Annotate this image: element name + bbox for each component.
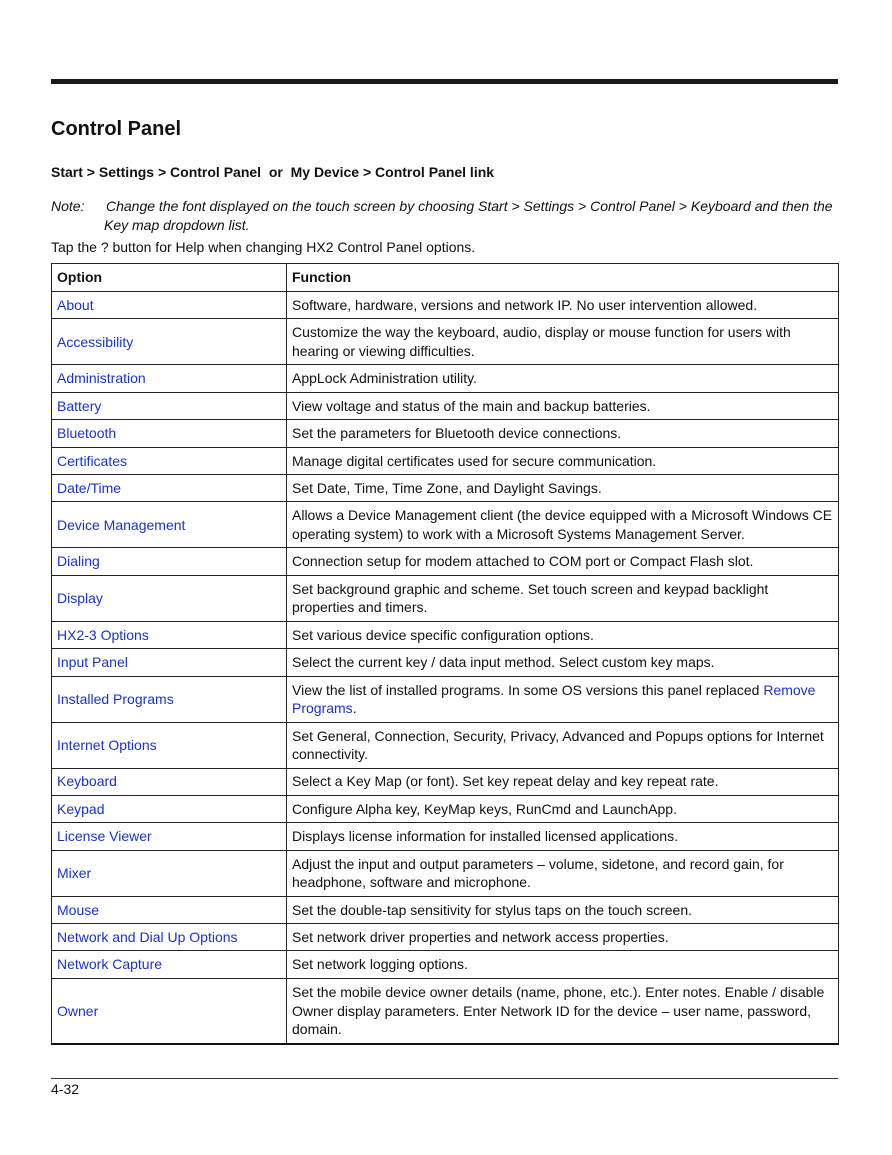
table-row xyxy=(52,978,839,1044)
function-cell: Configure Alpha key, KeyMap keys, RunCmd and LaunchApp. xyxy=(287,795,839,822)
function-suffix: . xyxy=(352,700,357,717)
table-row xyxy=(52,896,839,923)
page-title: Control Panel xyxy=(51,118,182,140)
table-row xyxy=(52,319,839,365)
note-text: Change the font displayed on the touch screen by choosing Start > Settings > Control Panel > Keyboard and then the xyxy=(106,198,833,214)
table-row xyxy=(52,292,839,319)
header-function: Function xyxy=(287,264,839,292)
function-text: View the list of installed programs. In some OS versions this panel replaced xyxy=(292,681,764,698)
remove-programs-link[interactable]: Remove Programs xyxy=(292,681,816,717)
table-row xyxy=(52,447,839,474)
option-link-about[interactable]: About xyxy=(52,292,287,319)
option-link-keypad[interactable]: Keypad xyxy=(52,795,287,822)
table-row xyxy=(52,649,839,676)
option-link-date-time[interactable]: Date/Time xyxy=(52,474,287,501)
option-link-installed-programs[interactable]: Installed Programs xyxy=(52,676,287,722)
option-link-battery[interactable]: Battery xyxy=(52,392,287,419)
option-link-keyboard[interactable]: Keyboard xyxy=(52,768,287,795)
function-cell: Set Date, Time, Time Zone, and Daylight Savings. xyxy=(287,474,839,501)
help-instruction: Tap the ? button for Help when changing HX2 Control Panel options. xyxy=(51,239,476,255)
header-option: Option xyxy=(52,264,287,292)
table-row xyxy=(52,924,839,951)
option-link-mixer[interactable]: Mixer xyxy=(52,850,287,896)
option-link-accessibility[interactable]: Accessibility xyxy=(52,319,287,365)
option-link-network-capture[interactable]: Network Capture xyxy=(52,951,287,978)
function-cell: Set the double-tap sensitivity for stylus taps on the touch screen. xyxy=(287,896,839,923)
option-link-bluetooth[interactable]: Bluetooth xyxy=(52,420,287,447)
function-cell: Displays license information for installed licensed applications. xyxy=(287,823,839,850)
note-label: Note: xyxy=(51,198,85,214)
page-number: 4-32 xyxy=(51,1081,80,1097)
table-row xyxy=(52,474,839,501)
header-rule xyxy=(51,79,838,84)
table-header-row xyxy=(52,264,839,292)
function-cell: Manage digital certificates used for secure communication. xyxy=(287,447,839,474)
function-cell: Set the parameters for Bluetooth device connections. xyxy=(287,420,839,447)
function-cell: Set General, Connection, Security, Privacy, Advanced and Popups options for Internet connectivity. xyxy=(287,722,839,768)
control-panel-options-table xyxy=(51,263,839,1045)
option-link-owner[interactable]: Owner xyxy=(52,978,287,1044)
option-link-license-viewer[interactable]: License Viewer xyxy=(52,823,287,850)
table-row xyxy=(52,850,839,896)
function-cell: Set the mobile device owner details (name, phone, etc.). Enter notes. Enable / disable Owner display parameters. Enter Network ID for the device – user name, password, domain. xyxy=(287,978,839,1044)
option-link-internet-options[interactable]: Internet Options xyxy=(52,722,287,768)
note xyxy=(51,197,838,235)
option-link-network-dial-up[interactable]: Network and Dial Up Options xyxy=(52,924,287,951)
function-cell xyxy=(287,676,839,722)
function-cell: Select a Key Map (or font). Set key repeat delay and key repeat rate. xyxy=(287,768,839,795)
table-row xyxy=(52,722,839,768)
function-cell: AppLock Administration utility. xyxy=(287,365,839,392)
option-link-dialing[interactable]: Dialing xyxy=(52,548,287,575)
function-cell: Select the current key / data input method. Select custom key maps. xyxy=(287,649,839,676)
table-row xyxy=(52,575,839,621)
function-cell: Set network driver properties and network access properties. xyxy=(287,924,839,951)
function-cell: Set background graphic and scheme. Set touch screen and keypad backlight properties and timers. xyxy=(287,575,839,621)
function-cell: Software, hardware, versions and network IP. No user intervention allowed. xyxy=(287,292,839,319)
function-cell: Customize the way the keyboard, audio, display or mouse function for users with hearing or viewing difficulties. xyxy=(287,319,839,365)
function-cell: Set network logging options. xyxy=(287,951,839,978)
table-row xyxy=(52,676,839,722)
table-row xyxy=(52,951,839,978)
table-row xyxy=(52,502,839,548)
table-row xyxy=(52,420,839,447)
table-row xyxy=(52,768,839,795)
option-link-certificates[interactable]: Certificates xyxy=(52,447,287,474)
option-link-device-management[interactable]: Device Management xyxy=(52,502,287,548)
table-row xyxy=(52,795,839,822)
option-link-mouse[interactable]: Mouse xyxy=(52,896,287,923)
option-link-hx2-3-options[interactable]: HX2-3 Options xyxy=(52,621,287,648)
table-row xyxy=(52,621,839,648)
option-link-display[interactable]: Display xyxy=(52,575,287,621)
option-link-administration[interactable]: Administration xyxy=(52,365,287,392)
function-cell: Allows a Device Management client (the device equipped with a Microsoft Windows CE operating system) to work with a Microsoft Systems Management Server. xyxy=(287,502,839,548)
table-row xyxy=(52,392,839,419)
function-cell: Adjust the input and output parameters – volume, sidetone, and record gain, for headphone, software and microphone. xyxy=(287,850,839,896)
option-link-input-panel[interactable]: Input Panel xyxy=(52,649,287,676)
table-row xyxy=(52,823,839,850)
function-cell: Set various device specific configuration options. xyxy=(287,621,839,648)
footer-rule xyxy=(51,1078,838,1079)
table-row xyxy=(52,548,839,575)
function-cell: View voltage and status of the main and backup batteries. xyxy=(287,392,839,419)
note-text-continued: Key map dropdown list. xyxy=(104,217,250,233)
navigation-path: Start > Settings > Control Panel or My Device > Control Panel link xyxy=(51,164,495,180)
function-cell: Connection setup for modem attached to COM port or Compact Flash slot. xyxy=(287,548,839,575)
table-row xyxy=(52,365,839,392)
